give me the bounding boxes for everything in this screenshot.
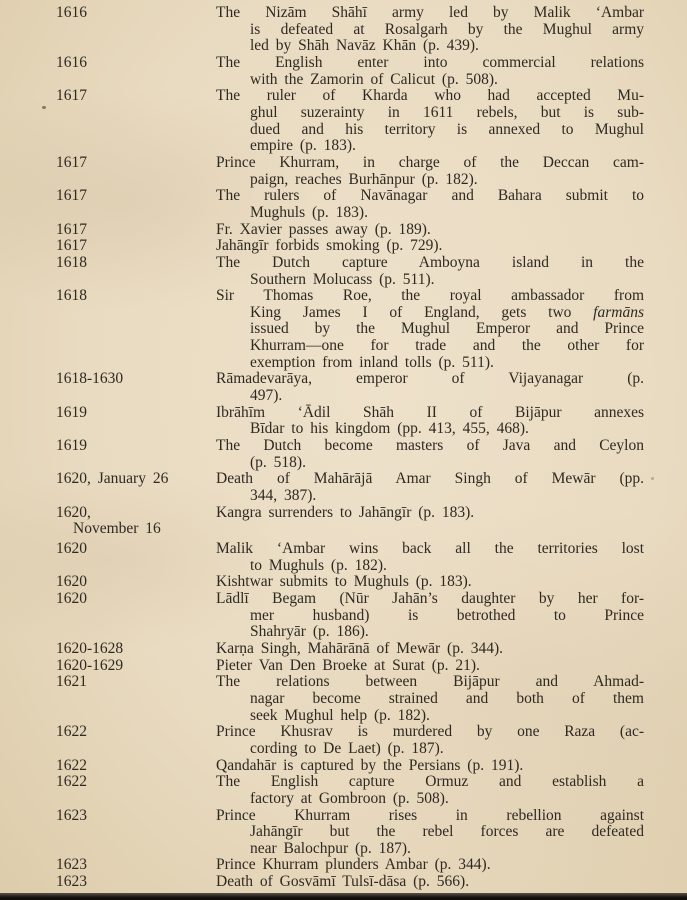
entry-event [216, 238, 687, 255]
entry-year [0, 541, 216, 574]
event-line: exemption from inland tolls (p. 511). [250, 353, 494, 371]
entry-event [216, 808, 687, 858]
entry-event [216, 641, 687, 658]
event-line: Qandahār is captured by the Persians (p. 191). [216, 756, 524, 774]
event-line: Kangra surrenders to Jahāngīr (p. 183). [216, 503, 475, 521]
year-line: November 16 [73, 520, 161, 538]
entry-year [0, 155, 216, 188]
entry-event [216, 371, 687, 404]
entry-year [0, 658, 216, 675]
entry-year [0, 591, 216, 641]
scan-speck [42, 106, 46, 109]
event-line: Bīdar to his kingdom (pp. 413, 455, 468). [250, 420, 529, 438]
event-line: Fr. Xavier passes away (p. 189). [216, 220, 431, 238]
entry-event [216, 288, 687, 371]
event-line: led by Shāh Navāz Khān (p. 439). [250, 37, 479, 55]
year-line: 1620 [56, 589, 87, 607]
entry-event [216, 188, 687, 221]
year-line: 1620-1629 [56, 656, 124, 674]
event-line: The Dutch capture Amboyna island in the [216, 253, 644, 271]
event-line: seek Mughul help (p. 182). [250, 706, 430, 724]
event-line: factory at Gombroon (p. 508). [250, 789, 449, 807]
event-line: issued by the Mughul Emperor and Prince [250, 320, 644, 338]
entry-event [216, 88, 687, 155]
chronology-entry [0, 288, 687, 371]
event-line: The Nizām Shāhī army led by Malik ‘Ambar [216, 4, 644, 21]
entry-year [0, 438, 216, 471]
event-line: Southern Molucass (p. 511). [250, 270, 435, 288]
chronology-entry [0, 155, 687, 188]
event-line: The ruler of Kharda who had accepted Mu- [216, 87, 644, 105]
scan-speck [651, 477, 654, 480]
entry-year [0, 288, 216, 371]
entry-event [216, 874, 687, 891]
chronology-entry [0, 255, 687, 288]
event-line: Ibrāhīm ‘Ādil Shāh II of Bijāpur annexes [216, 403, 644, 421]
event-line: to Mughuls (p. 182). [250, 556, 387, 574]
chronology-entry [0, 857, 687, 874]
entry-year [0, 371, 216, 404]
event-line: Malik ‘Ambar wins back all the territories lost [216, 540, 644, 557]
event-line: Jahāngīr but the rebel forces are defeated [250, 823, 644, 841]
entry-year [0, 574, 216, 591]
chronology-entry [0, 55, 687, 88]
year-line: 1617 [56, 220, 87, 238]
year-line: 1623 [56, 873, 87, 891]
entry-event [216, 155, 687, 188]
year-line: 1622 [56, 723, 87, 741]
year-line: 1622 [56, 756, 87, 774]
year-line: 1617 [56, 187, 87, 205]
year-line: 1622 [56, 773, 87, 791]
chronology-entry [0, 238, 687, 255]
entry-event [216, 541, 687, 574]
event-line: Pieter Van Den Broeke at Surat (p. 21). [216, 656, 480, 674]
event-line: Prince Khurram rises in rebellion against [216, 806, 644, 824]
entry-event [216, 591, 687, 641]
entry-event [216, 405, 687, 438]
event-line: King James I of England, gets two farmāns [250, 303, 644, 321]
chronology-entry [0, 808, 687, 858]
chronology-entry [0, 371, 687, 404]
year-line: 1621 [56, 673, 87, 691]
event-line: The English enter into commercial relations [216, 53, 644, 71]
year-line: 1620, January 26 [56, 470, 169, 488]
entry-year [0, 55, 216, 88]
year-line: 1620 [56, 573, 87, 591]
event-line: Kishtwar submits to Mughuls (p. 183). [216, 573, 472, 591]
event-line: Prince Khurram, in charge of the Deccan cam- [216, 153, 644, 171]
event-line: Khurram—one for trade and the other for [250, 337, 644, 355]
event-line: empire (p. 183). [250, 137, 356, 155]
entry-year [0, 5, 216, 55]
entry-year [0, 222, 216, 239]
chronology-entry [0, 88, 687, 155]
year-line: 1618 [56, 253, 87, 271]
chronology-entry [0, 774, 687, 807]
chronology-entry [0, 758, 687, 775]
entry-event [216, 55, 687, 88]
event-line: paign, reaches Burhānpur (p. 182). [250, 170, 478, 188]
year-line: 1620 [56, 540, 87, 557]
entry-year [0, 641, 216, 658]
year-line: 1619 [56, 437, 87, 455]
chronology-entry [0, 188, 687, 221]
year-line: 1623 [56, 806, 87, 824]
event-line: The rulers of Navānagar and Bahara submit to [216, 187, 644, 205]
event-line: dued and his territory is annexed to Mughul [250, 120, 644, 138]
event-line: nagar become strained and both of them [250, 689, 644, 707]
entry-year [0, 857, 216, 874]
year-line: 1620, [56, 503, 91, 521]
event-line: cording to De Laet) (p. 187). [250, 739, 444, 757]
entry-year [0, 774, 216, 807]
entry-event [216, 574, 687, 591]
entry-event [216, 774, 687, 807]
event-line: Prince Khusrav is murdered by one Raza (ac- [216, 723, 644, 741]
year-line: 1616 [56, 4, 87, 21]
entry-year [0, 88, 216, 155]
event-line: is defeated at Rosalgarh by the Mughul army [250, 20, 644, 38]
chronology-entry [0, 591, 687, 641]
entry-year [0, 808, 216, 858]
event-line: 344, 387). [250, 487, 317, 505]
entry-event [216, 5, 687, 55]
chronology-entry [0, 658, 687, 675]
entry-year [0, 188, 216, 221]
entry-event [216, 857, 687, 874]
event-line: mer husband) is betrothed to Prince [250, 606, 644, 624]
chronology-entry [0, 505, 687, 538]
event-line: Death of Gosvāmī Tulsī-dāsa (p. 566). [216, 873, 470, 891]
event-line: Prince Khurram plunders Ambar (p. 344). [216, 856, 491, 874]
entry-year [0, 758, 216, 775]
entry-event [216, 438, 687, 471]
year-line: 1618 [56, 287, 87, 305]
entry-year [0, 505, 216, 538]
event-line: Karṇa Singh, Mahārānā of Mewār (p. 344). [216, 639, 504, 657]
chronology-entry [0, 724, 687, 757]
chronology-entry [0, 405, 687, 438]
event-line: ghul suzerainty in 1611 rebels, but is sub- [250, 103, 644, 121]
event-line: Shahryār (p. 186). [250, 623, 369, 641]
year-line: 1620-1628 [56, 639, 124, 657]
event-line: Rāmadevarāya, emperor of Vijayanagar (p. [216, 370, 644, 388]
event-line: Mughuls (p. 183). [250, 203, 368, 221]
entry-event [216, 658, 687, 675]
entry-event [216, 255, 687, 288]
entry-event [216, 724, 687, 757]
event-line: The English capture Ormuz and establish a [216, 773, 644, 791]
chronology-entry [0, 674, 687, 724]
event-line: 497). [250, 387, 283, 405]
entry-event [216, 471, 687, 504]
entry-event [216, 674, 687, 724]
chronology-entry [0, 5, 687, 55]
event-line: The relations between Bijāpur and Ahmad- [216, 673, 644, 691]
chronology-entry [0, 541, 687, 574]
year-line: 1623 [56, 856, 87, 874]
entry-year [0, 674, 216, 724]
event-line: Lādlī Begam (Nūr Jahān’s daughter by her for- [216, 589, 644, 607]
chronology-entry [0, 641, 687, 658]
entry-year [0, 874, 216, 891]
chronology-entry [0, 874, 687, 891]
entry-year [0, 471, 216, 504]
event-line: Jahāngīr forbids smoking (p. 729). [216, 237, 443, 255]
year-line: 1617 [56, 87, 87, 105]
year-line: 1617 [56, 153, 87, 171]
chronology-entry [0, 471, 687, 504]
event-line: near Balochpur (p. 187). [250, 839, 411, 857]
scan-edge-bar [0, 893, 687, 900]
entry-year [0, 405, 216, 438]
event-line: The Dutch become masters of Java and Ceylon [216, 437, 644, 455]
year-line: 1616 [56, 53, 87, 71]
chronology-entry [0, 438, 687, 471]
event-line: (p. 518). [250, 453, 306, 471]
event-line: Death of Mahārājā Amar Singh of Mewār (pp. [216, 470, 644, 488]
chronology-entry [0, 574, 687, 591]
event-line: with the Zamorin of Calicut (p. 508). [250, 70, 498, 88]
entry-year [0, 255, 216, 288]
chronology-entry [0, 222, 687, 239]
year-line: 1617 [56, 237, 87, 255]
entry-event [216, 505, 687, 538]
event-line: Sir Thomas Roe, the royal ambassador from [216, 287, 644, 305]
entry-year [0, 724, 216, 757]
entry-year [0, 238, 216, 255]
entry-event [216, 758, 687, 775]
year-line: 1619 [56, 403, 87, 421]
entry-event [216, 222, 687, 239]
year-line: 1618-1630 [56, 370, 124, 388]
